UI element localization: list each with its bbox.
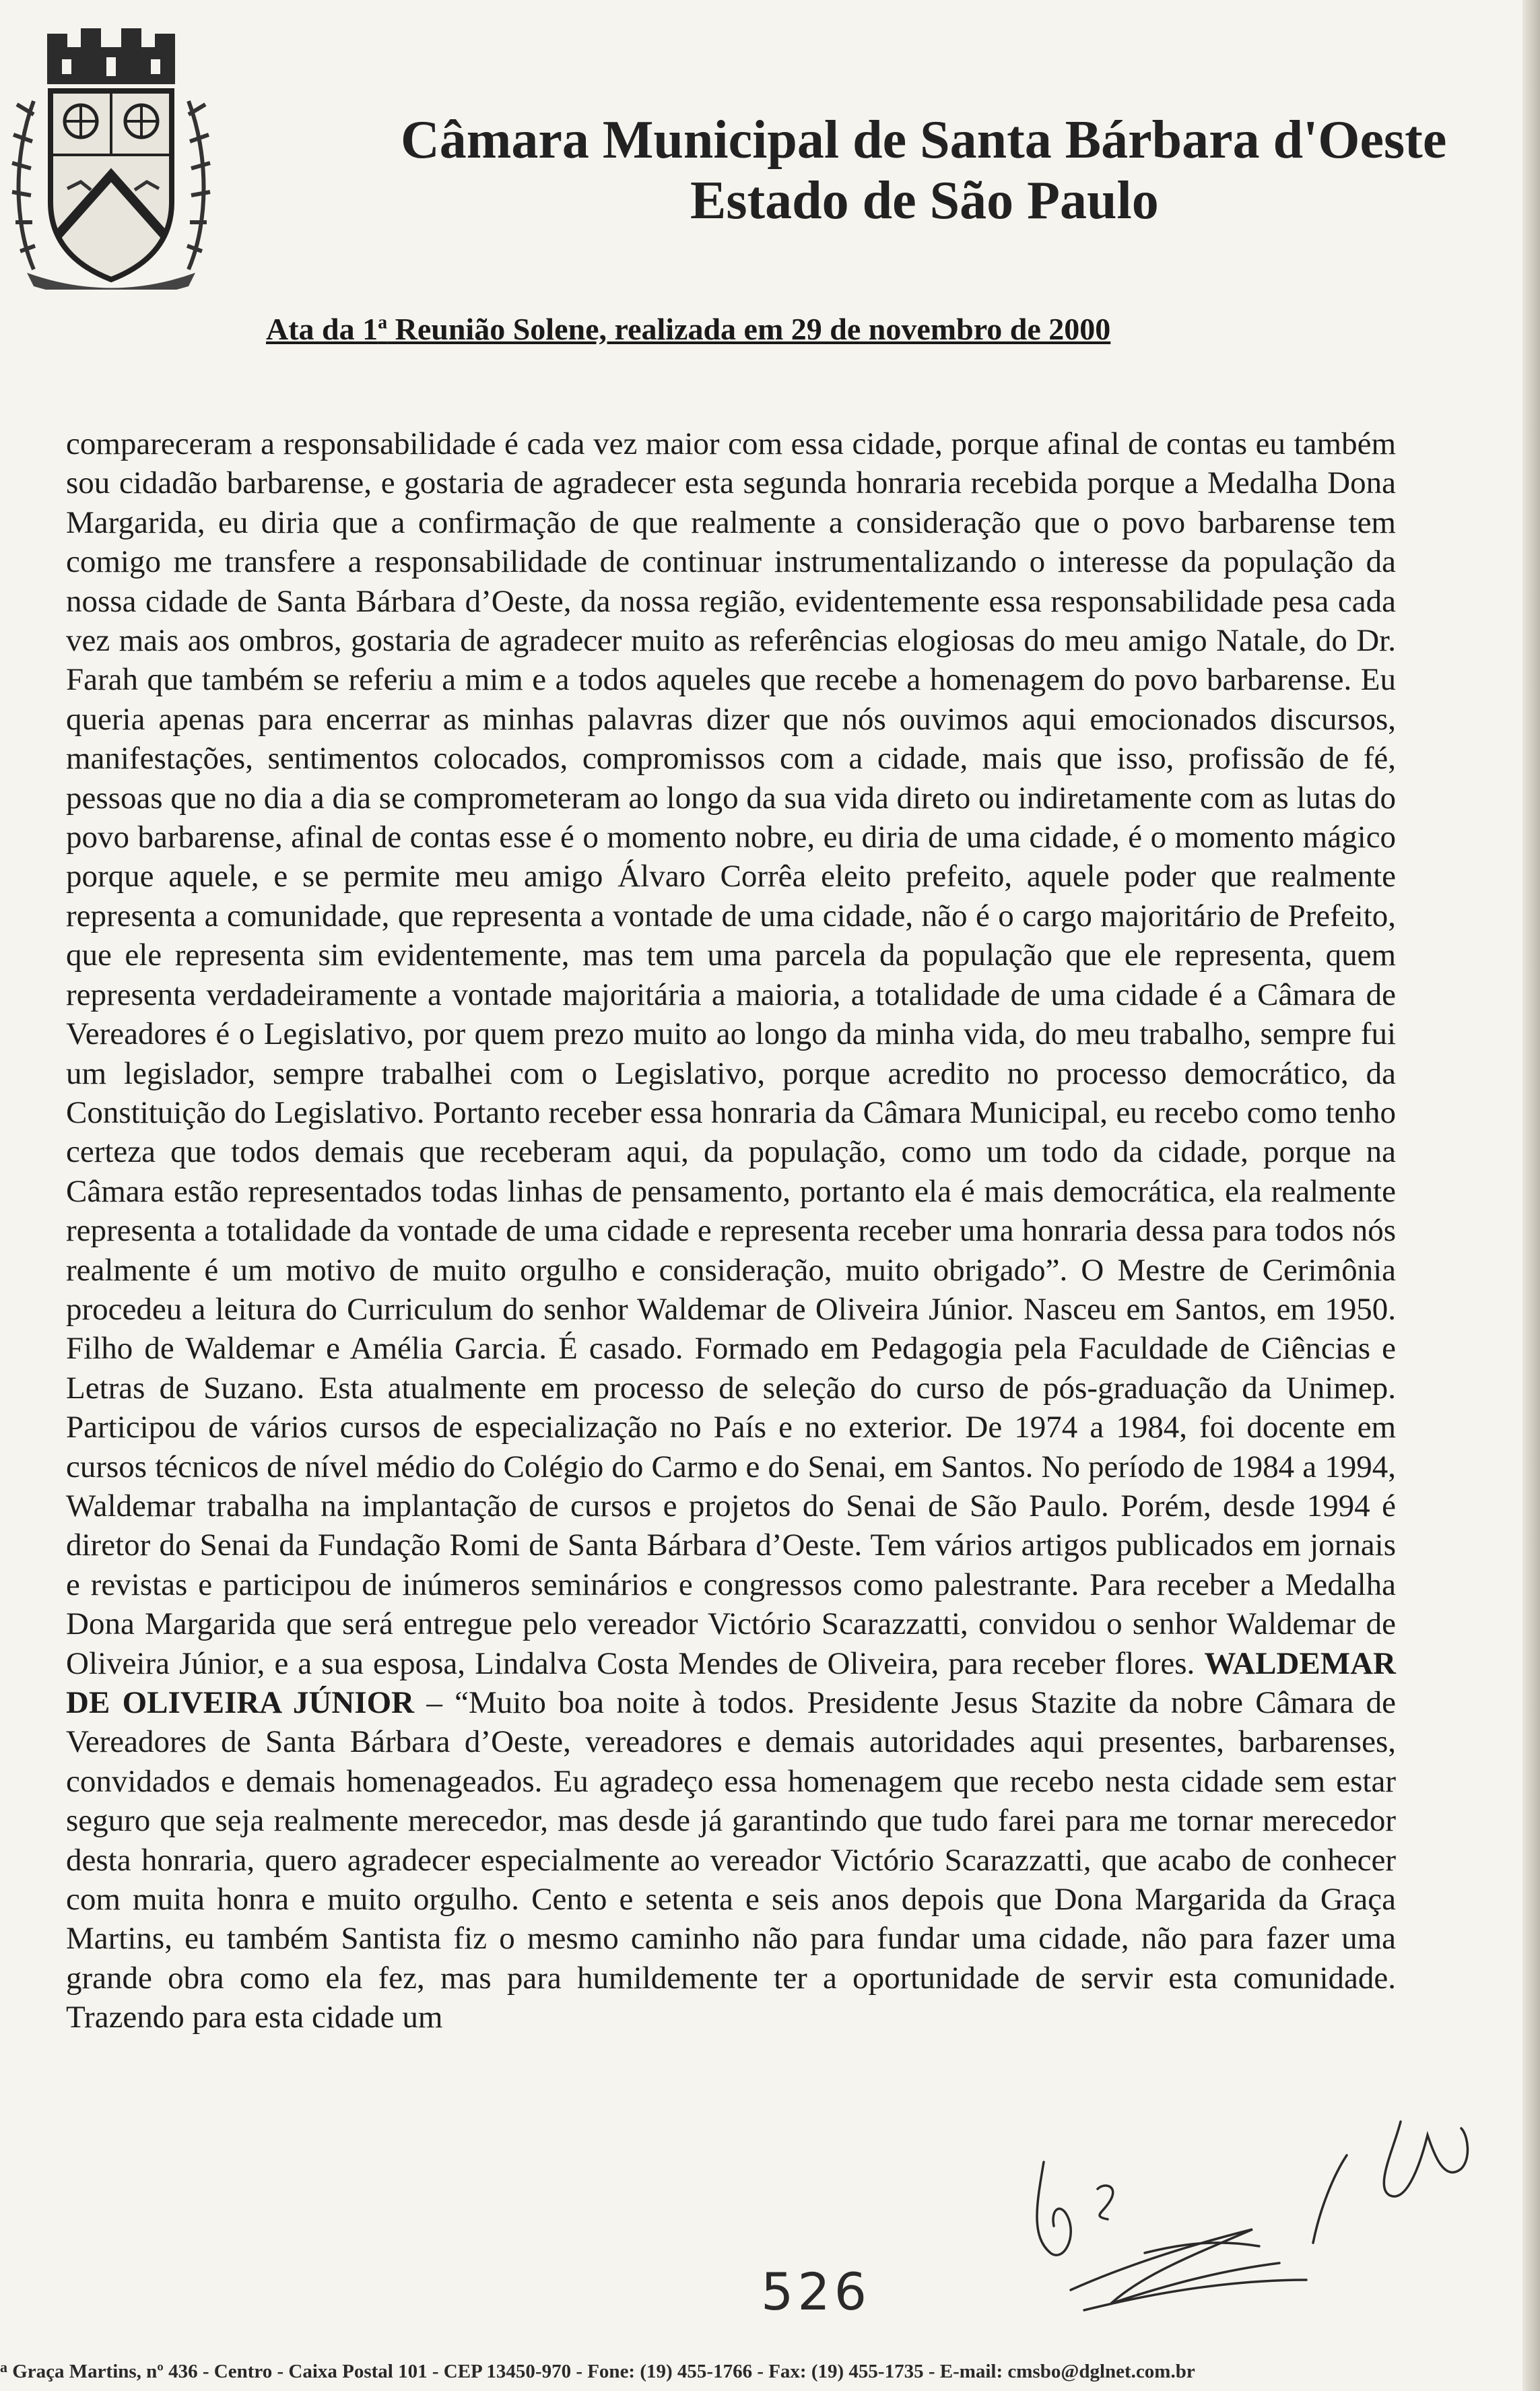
heading-ordinal: a (378, 312, 388, 333)
footer-address (0, 2359, 1481, 2383)
heading-rest: Reunião Solene, realizada em 29 de novembro de 2000 (387, 312, 1111, 346)
institution-title: Câmara Municipal de Santa Bárbara d'Oeste (401, 110, 1447, 170)
minutes-body (66, 424, 1396, 2037)
minutes-paragraph (66, 424, 1396, 2037)
body-part-2: – “Muito boa noite à todos. Presidente Jesus Stazite da nobre Câmara de Vereadores de Santa Bárbara d’Oeste, vereadores e demais autoridades aqui presentes, barbarenses, convidados e demais homenageados. Eu agradeço essa homenagem que recebo nesta cidade sem estar seguro que seja realmente merecedor, mas desde já garantindo que tudo farei para me tornar merecedor desta honraria, quero agradecer especialmente ao vereador Victório Scarazzatti, que acabo de conhecer com muita honra e muito orgulho. Cento e setenta e seis anos depois que Dona Margarida da Graça Martins, eu também Santista fiz o mesmo caminho não para fundar uma cidade, não para fazer uma grande obra como ela fez, mas para humildemente ter a oportunidade de servir esta comunidade. Trazendo para esta cidade um (66, 1685, 1396, 2035)
footer-text: Graça Martins, nº 436 - Centro - Caixa Postal 101 - CEP 13450-970 - Fone: (19) 455-1766 - Fax: (19) 455-1735 - E-mail: cmsbo@dglnet.com.br (7, 2361, 1195, 2382)
municipal-coat-of-arms-icon (7, 20, 215, 290)
state-subtitle: Estado de São Paulo (690, 171, 1159, 230)
page-edge-shadow (1522, 0, 1540, 2391)
speaker-name: WALDEMAR DE OLIVEIRA JÚNIOR (66, 1645, 1396, 1720)
handwritten-signatures-icon (997, 2108, 1481, 2330)
footer-lead: a (0, 2359, 7, 2376)
body-part-1: compareceram a responsabilidade é cada vez maior com essa cidade, porque afinal de contas eu também sou cidadão barbarense, e gostaria de agradecer esta segunda honraria recebida porque a Medalha Dona Margarida, eu diria que a confirmação de que realmente a consideração que o povo barbarense tem comigo me transfere a responsabilidade de continuar instrumentalizando o interesse da população da nossa cidade de Santa Bárbara d’Oeste, da nossa região, evidentemente essa responsabilidade pesa cada vez mais aos ombros, gostaria de agradecer muito as referências elogiosas do meu amigo Natale, do Dr. Farah que também se referiu a mim e a todos aqueles que recebe a homenagem do povo barbarense. Eu queria apenas para encerrar as minhas palavras dizer que nós ouvimos aqui emocionados discursos, manifestações, sentimentos colocados, compromissos com a cidade, mais que isso, profissão de fé, pessoas que no dia a dia se comprometeram ao longo da sua vida direto ou indiretamente com as lutas do povo barbarense, afinal de contas esse é o momento nobre, eu diria de uma cidade, é o momento mágico porque aquele, e se permite meu amigo Álvaro Corrêa eleito prefeito, aquele poder que realmente representa a comunidade, que representa a vontade de uma cidade, não é o cargo majoritário de Prefeito, que ele representa sim evidentemente, mas tem uma parcela da população que ele representa, quem representa verdadeiramente a vontade majoritária a maioria, a totalidade de uma cidade é a Câmara de Vereadores é o Legislativo, por quem prezo muito ao longo da minha vida, do meu trabalho, sempre fui um legislador, sempre trabalhei com o Legislativo, porque acredito no processo democrático, da Constituição do Legislativo. Portanto receber essa honraria da Câmara Municipal, eu recebo como tenho certeza que todos demais que receberam aqui, da população, como um todo da cidade, porque na Câmara estão representados todas linhas de pensamento, portanto ela é mais democrática, ela realmente representa a totalidade da vontade de uma cidade e representa receber uma honraria dessa para todos nós realmente é um motivo de muito orgulho e consideração, muito obrigado”. O Mestre de Cerimônia procedeu a leitura do Curriculum do senhor Waldemar de Oliveira Júnior. Nasceu em Santos, em 1950. Filho de Waldemar e Amélia Garcia. É casado. Formado em Pedagogia pela Faculdade de Ciências e Letras de Suzano. Esta atualmente em processo de seleção do curso de pós-graduação da Unimep. Participou de vários cursos de especialização no País e no exterior. De 1974 a 1984, foi docente em cursos técnicos de nível médio do Colégio do Carmo e do Senai, em Santos. No período de 1984 a 1994, Waldemar trabalha na implantação de cursos e projetos do Senai de São Paulo. Porém, desde 1994 é diretor do Senai da Fundação Romi de Santa Bárbara d’Oeste. Tem vários artigos publicados em jornais e revistas e participou de inúmeros seminários e congressos como palestrante. Para receber a Medalha Dona Margarida que será entregue pelo vereador Victório Scarazzatti, convidou o senhor Waldemar de Oliveira Júnior, e a sua esposa, Lindalva Costa Mendes de Oliveira, para receber flores. (66, 426, 1396, 1681)
page-number: 526 (761, 2262, 871, 2322)
heading-prefix: Ata da 1 (266, 312, 378, 346)
minutes-heading (266, 311, 1276, 347)
